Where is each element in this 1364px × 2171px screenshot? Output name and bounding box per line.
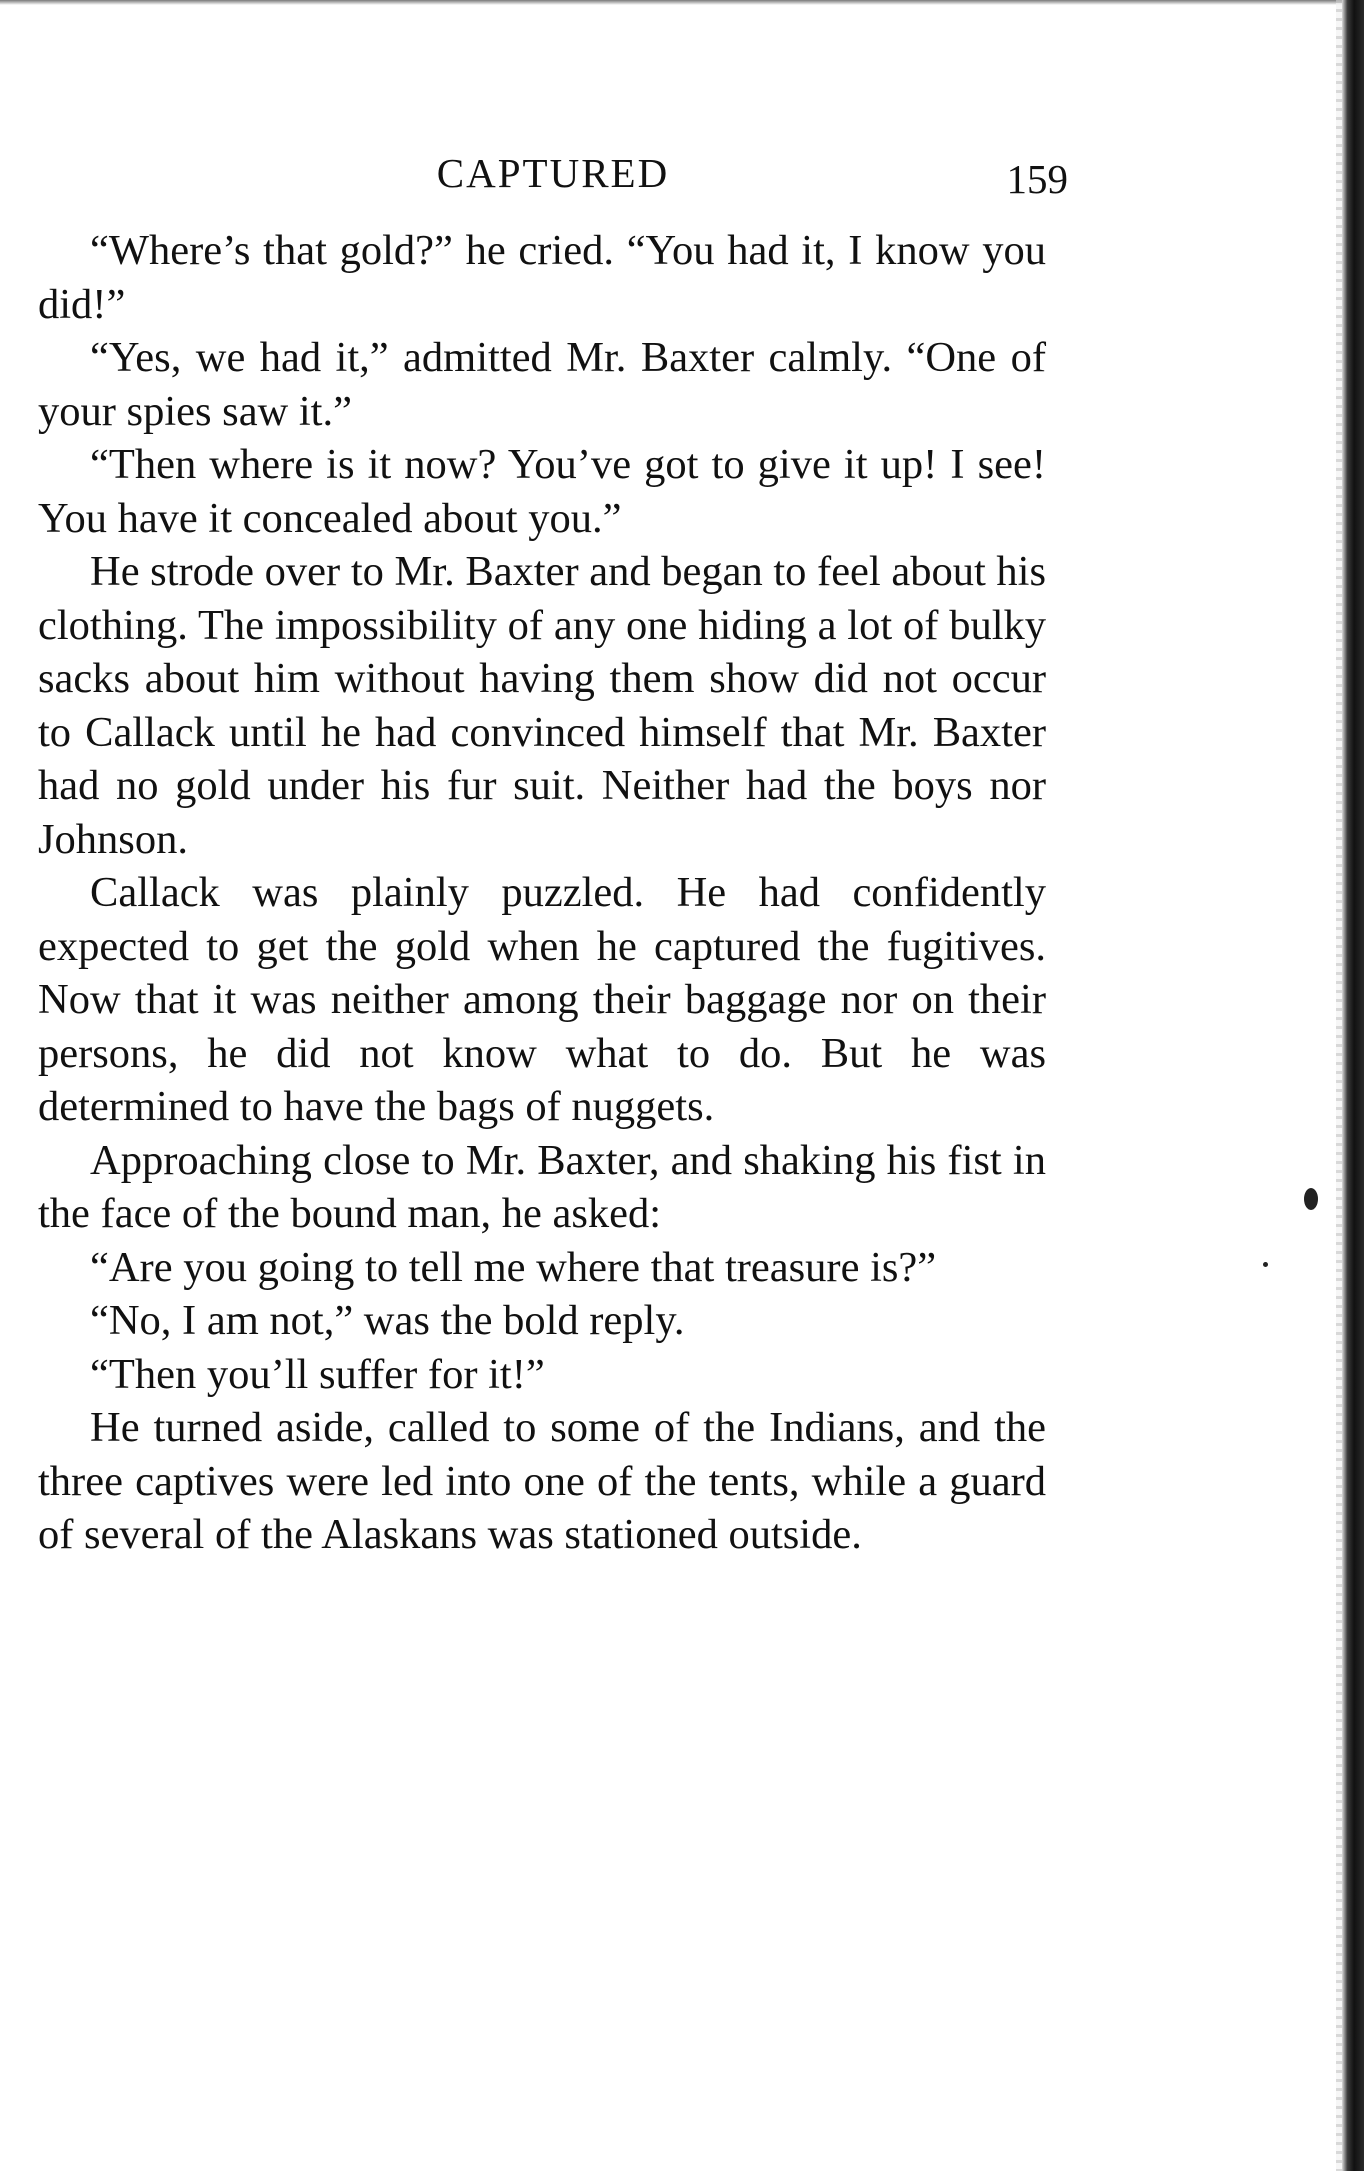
paragraph: “No, I am not,” was the bold reply. [90, 1297, 685, 1344]
paragraph: “Are you going to tell me where that treasure is?” [90, 1243, 937, 1291]
paragraph: “Then where is it now? You’ve got to give it up! I see! You have it concealed about you.” [38, 441, 1046, 542]
scan-gutter [1342, 0, 1364, 2171]
body-text [38, 224, 1046, 1562]
paragraph: He strode over to Mr. Baxter and began to feel about his clothing. The impossibility of any one hiding a lot of bulky sacks about him without having them show did not occur to Callack until he had convinced himself that Mr. Baxter had no gold under his fur suit. Neither had the boys nor Johnson. [38, 548, 1046, 863]
paragraph: Callack was plainly puzzled. He had confidently expected to get the gold when he captured the fugitives. Now that it was neither among their baggage nor on their persons, he did not know what to do. But he was determined to have the bags of nuggets. [38, 869, 1046, 1130]
paragraph: He turned aside, called to some of the Indians, and the three captives were led into one of the tents, while a guard of several of the Alaskans was stationed outside. [38, 1404, 1046, 1558]
paragraph: “Then you’ll suffer for it!” [90, 1350, 545, 1398]
scan-speck [1304, 1188, 1318, 1210]
scan-top-edge [0, 0, 1364, 5]
paragraph: Approaching close to Mr. Baxter, and shaking his fist in the face of the bound man, he asked: [38, 1136, 1046, 1237]
page-number: 159 [1006, 156, 1068, 202]
page-header [38, 148, 1068, 202]
scan-speck [1263, 1262, 1268, 1267]
paragraph: “Yes, we had it,” admitted Mr. Baxter calmly. “One of your spies saw it.” [38, 334, 1046, 435]
running-head: CAPTURED [436, 150, 670, 196]
paragraph: “Where’s that gold?” he cried. “You had it, I know you did!” [38, 227, 1046, 328]
